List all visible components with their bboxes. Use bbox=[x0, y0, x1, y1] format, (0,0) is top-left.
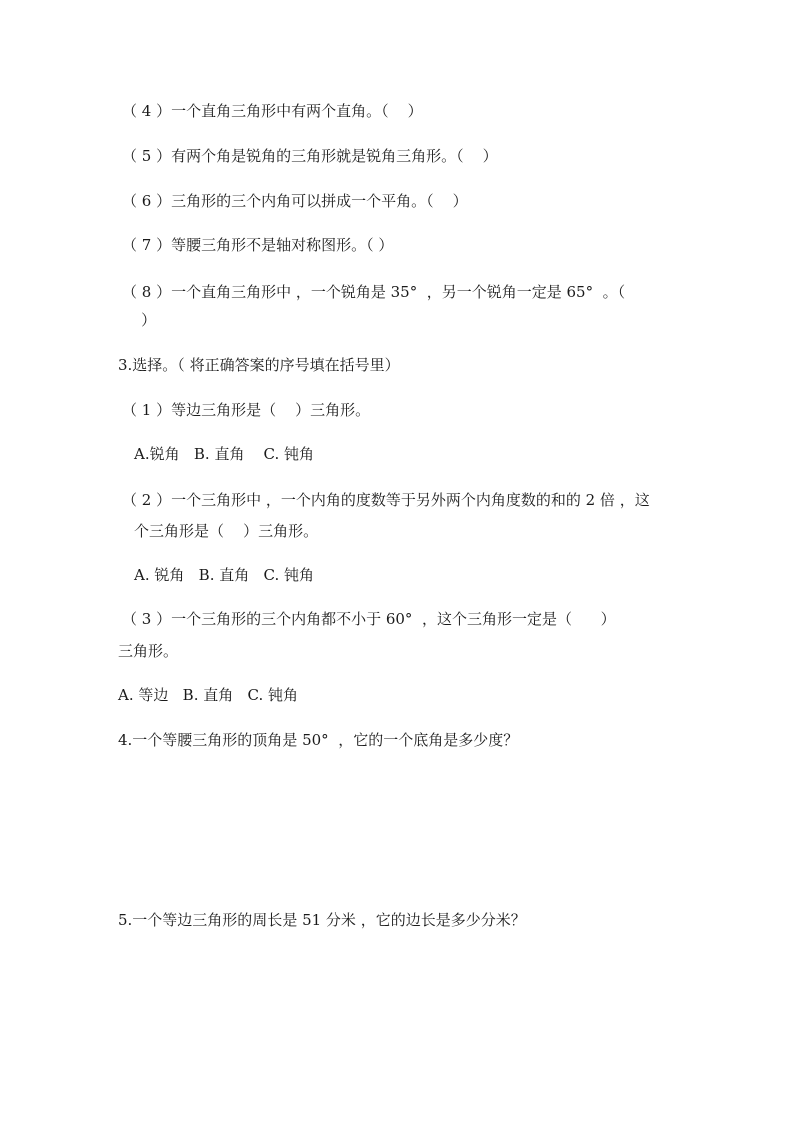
choice-q2-options: A. 锐角 B. 直角 C. 钝角 bbox=[134, 566, 315, 584]
choice-q1-options: A.锐角 B. 直角 C. 钝角 bbox=[134, 445, 315, 463]
judgment-item-8-bracket: ） bbox=[122, 311, 157, 329]
judgment-item-7: （ 7 ）等腰三角形不是轴对称图形。（ ） bbox=[122, 236, 394, 254]
judgment-item-5: （ 5 ）有两个角是锐角的三角形就是锐角三角形。（ ） bbox=[122, 147, 498, 165]
section-3-title: 3.选择。（ 将正确答案的序号填在括号里） bbox=[118, 356, 400, 374]
choice-q2-line2: 个三角形是（ ）三角形。 bbox=[134, 522, 319, 540]
question-4: 4.一个等腰三角形的顶角是 50° ，它的一个底角是多少度？ bbox=[118, 731, 519, 749]
judgment-item-4: （ 4 ）一个直角三角形中有两个直角。（ ） bbox=[122, 102, 423, 120]
choice-q3-line2: 三角形。 bbox=[118, 642, 179, 660]
choice-q2-line1: （ 2 ）一个三角形中 ，一个内角的度数等于另外两个内角度数的和的 2 倍 ，这 bbox=[122, 491, 650, 509]
judgment-item-8: （ 8 ）一个直角三角形中 ，一个锐角是 35° ，另一个锐角一定是 65° 。（ bbox=[122, 283, 626, 301]
judgment-item-6: （ 6 ）三角形的三个内角可以拼成一个平角。（ ） bbox=[122, 192, 468, 210]
choice-q3-line1: （ 3 ）一个三角形的三个内角都不小于 60° ，这个三角形一定是（ ） bbox=[122, 610, 616, 628]
question-5: 5.一个等边三角形的周长是 51 分米 ，它的边长是多少分米？ bbox=[118, 911, 526, 929]
choice-q3-options: A. 等边 B. 直角 C. 钝角 bbox=[118, 686, 299, 704]
choice-q1: （ 1 ）等边三角形是（ ）三角形。 bbox=[122, 401, 371, 419]
